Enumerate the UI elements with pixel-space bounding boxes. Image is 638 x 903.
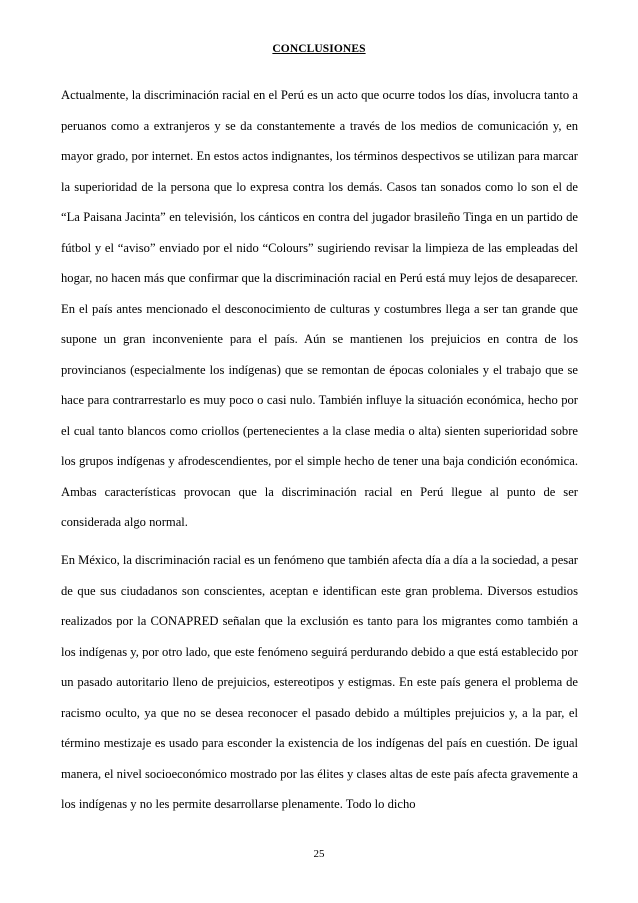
page-number: 25 bbox=[313, 848, 325, 860]
paragraph-peru: Actualmente, la discriminación racial en el Perú es un acto que ocurre todos los días, involucra tanto a peruanos como a extranjeros y se da constantemente a través de los medios de comunicación y, en mayor grado, por internet. En estos actos indignantes, los términos despectivos se utilizan para marcar la superioridad de la persona que lo expresa contra los demás. Casos tan sonados como lo son el de “La Paisana Jacinta” en televisión, los cánticos en contra del jugador brasileño Tinga en un partido de fútbol y el “aviso” enviado por el nido “Colours” sugiriendo revisar la limpieza de las empleadas del hogar, no hacen más que confirmar que la discriminación racial en Perú está muy lejos de desaparecer. En el país antes mencionado el desconocimiento de culturas y costumbres llega a ser tan grande que supone un gran inconveniente para el país. Aún se mantienen los prejuicios en contra de los provincianos (especialmente los indígenas) que se remontan de épocas coloniales y el trabajo que se hace para contrarrestarlo es muy poco o casi nulo. También influye la situación económica, hecho por el cual tanto blancos como criollos (pertenecientes a la clase media o alta) sienten superioridad sobre los grupos indígenas y afrodescendientes, por el simple hecho de tener una baja condición económica. Ambas características provocan que la discriminación racial en Perú llegue al punto de ser considerada algo normal. bbox=[61, 88, 578, 529]
paragraph-mexico: En México, la discriminación racial es un fenómeno que también afecta día a día a la sociedad, a pesar de que sus ciudadanos son conscientes, aceptan e identifican este gran problema. Diversos estudios realizados por la CONAPRED señalan que la exclusión es tanto para los migrantes como también a los indígenas y, por otro lado, que este fenómeno seguirá perdurando debido a que está establecido por un pasado autoritario lleno de prejuicios, estereotipos y estigmas. En este país genera el problema de racismo oculto, ya que no se desea reconocer el pasado debido a múltiples prejuicios y, a la par, el término mestizaje es usado para esconder la existencia de los indígenas del país en cuestión. De igual manera, el nivel socioeconómico mostrado por las élites y clases altas de este país afecta gravemente a los indígenas y no les permite desarrollarse plenamente. Todo lo dicho bbox=[61, 553, 578, 811]
page-title: CONCLUSIONES bbox=[272, 43, 366, 55]
